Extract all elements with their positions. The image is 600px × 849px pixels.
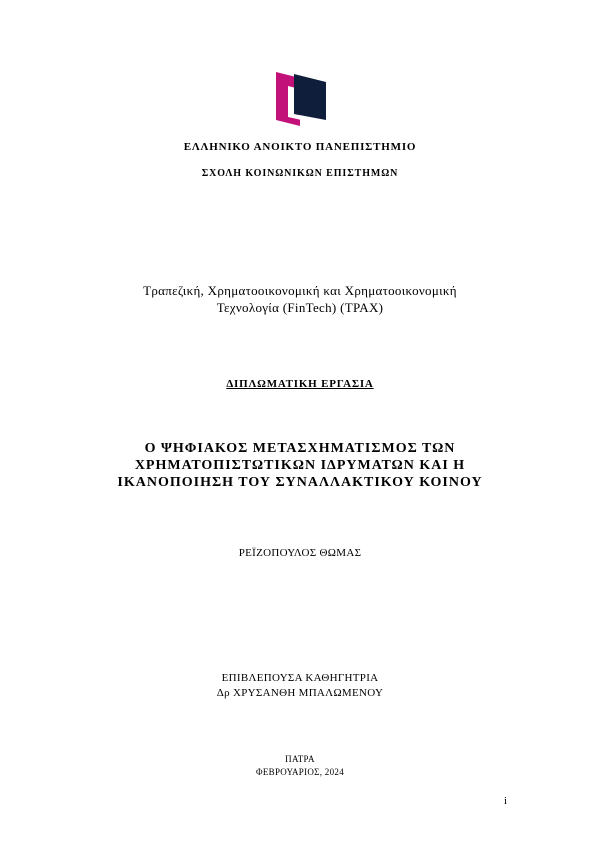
university-logo-icon <box>272 70 328 128</box>
title-line-1: Ο ΨΗΦΙΑΚΟΣ ΜΕΤΑΣΧΗΜΑΤΙΣΜΟΣ ΤΩΝ <box>144 441 456 456</box>
supervisor-block <box>0 671 600 701</box>
thesis-title <box>0 440 600 491</box>
city: ΠΑΤΡΑ <box>285 754 315 764</box>
title-line-3: ΙΚΑΝΟΠΟΙΗΣΗ ΤΟΥ ΣΥΝΑΛΛΑΚΤΙΚΟΥ ΚΟΙΝΟΥ <box>117 475 483 490</box>
place-date-block <box>0 753 600 779</box>
school-name: ΣΧΟΛΗ ΚΟΙΝΩΝΙΚΩΝ ΕΠΙΣΤΗΜΩΝ <box>201 168 399 179</box>
program-name <box>0 282 600 316</box>
thesis-type-heading: ΔΙΠΛΩΜΑΤΙΚΗ ΕΡΓΑΣΙΑ <box>226 378 374 390</box>
university-name: ΕΛΛΗΝΙΚΟ ΑΝΟΙΚΤΟ ΠΑΝΕΠΙΣΤΗΜΙΟ <box>183 141 417 153</box>
program-line-2: Τεχνολογία (FinTech) (ΤΡΑΧ) <box>216 300 384 315</box>
supervisor-label: ΕΠΙΒΛΕΠΟΥΣΑ ΚΑΘΗΓΗΤΡΙΑ <box>221 672 379 684</box>
date: ΦΕΒΡΟΥΑΡΙΟΣ, 2024 <box>256 767 344 777</box>
supervisor-name: Δρ ΧΡΥΣΑΝΘΗ ΜΠΑΛΩΜΕΝΟΥ <box>216 687 384 699</box>
program-line-1: Τραπεζική, Χρηματοοικονομική και Χρηματοοικονομική <box>143 283 457 298</box>
author-name: ΡΕΪΖΟΠΟΥΛΟΣ ΘΩΜΑΣ <box>238 547 362 559</box>
title-line-2: ΧΡΗΜΑΤΟΠΙΣΤΩΤΙΚΩΝ ΙΔΡΥΜΑΤΩΝ ΚΑΙ Η <box>134 458 466 473</box>
page-number: i <box>504 795 508 807</box>
